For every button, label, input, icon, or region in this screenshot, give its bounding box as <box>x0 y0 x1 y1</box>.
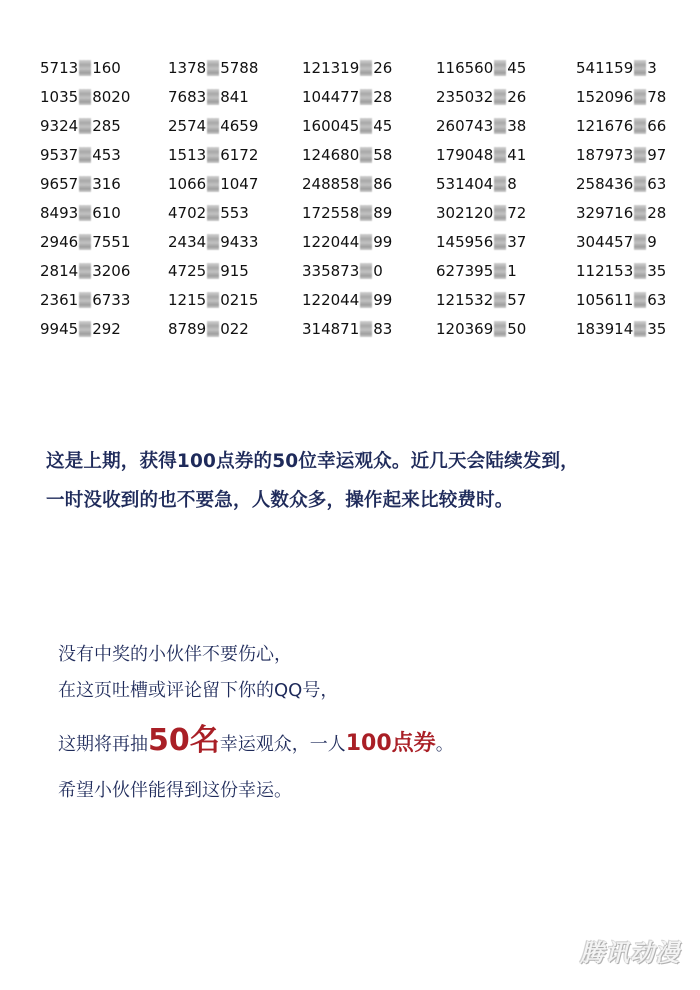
id-suffix: 7551 <box>92 233 131 251</box>
winner-entry <box>302 203 392 232</box>
id-suffix: 86 <box>373 175 393 193</box>
id-prefix: 104477 <box>302 88 360 106</box>
id-prefix: 5713 <box>40 59 79 77</box>
invite-line-3-pre: 这期将再抽 <box>58 734 148 755</box>
masked-digits <box>634 89 646 105</box>
winner-entry <box>576 203 666 232</box>
id-suffix: 58 <box>373 146 393 164</box>
winner-entry <box>302 290 392 319</box>
invite-line-3 <box>58 716 454 766</box>
id-prefix: 531404 <box>436 175 494 193</box>
masked-digits <box>634 205 646 221</box>
masked-digits <box>360 118 372 134</box>
masked-digits <box>207 89 219 105</box>
winner-entry <box>436 58 526 87</box>
id-suffix: 8020 <box>92 88 131 106</box>
masked-digits <box>360 89 372 105</box>
id-prefix: 187973 <box>576 146 634 164</box>
id-prefix: 112153 <box>576 262 634 280</box>
id-prefix: 2814 <box>40 262 79 280</box>
id-prefix: 172558 <box>302 204 360 222</box>
id-suffix: 37 <box>507 233 527 251</box>
winner-entry <box>436 261 526 290</box>
id-suffix: 3206 <box>92 262 131 280</box>
masked-digits <box>207 263 219 279</box>
id-prefix: 105611 <box>576 291 634 309</box>
id-prefix: 304457 <box>576 233 634 251</box>
id-prefix: 2361 <box>40 291 79 309</box>
id-suffix: 6172 <box>220 146 259 164</box>
id-suffix: 26 <box>507 88 527 106</box>
invite-line-2: 在这页吐槽或评论留下你的QQ号， <box>58 680 339 701</box>
invite-line-4: 希望小伙伴能得到这份幸运。 <box>58 780 292 801</box>
masked-digits <box>207 147 219 163</box>
winner-column <box>40 58 130 348</box>
masked-digits <box>207 321 219 337</box>
id-prefix: 9657 <box>40 175 79 193</box>
id-suffix: 9 <box>647 233 657 251</box>
winner-entry <box>436 145 526 174</box>
id-prefix: 122044 <box>302 233 360 251</box>
winner-entry <box>576 58 666 87</box>
masked-digits <box>360 205 372 221</box>
masked-digits <box>494 118 506 134</box>
winner-entry <box>576 116 666 145</box>
id-prefix: 302120 <box>436 204 494 222</box>
id-prefix: 1378 <box>168 59 207 77</box>
id-suffix: 3 <box>647 59 657 77</box>
masked-digits <box>494 234 506 250</box>
id-suffix: 45 <box>507 59 527 77</box>
masked-digits <box>494 89 506 105</box>
id-prefix: 124680 <box>302 146 360 164</box>
winner-entry <box>168 290 258 319</box>
masked-digits <box>634 292 646 308</box>
masked-digits <box>79 176 91 192</box>
masked-digits <box>494 292 506 308</box>
winner-entry <box>40 58 130 87</box>
masked-digits <box>634 118 646 134</box>
id-prefix: 160045 <box>302 117 360 135</box>
masked-digits <box>634 263 646 279</box>
winner-entry <box>168 58 258 87</box>
winner-entry <box>40 174 130 203</box>
invite-line-1: 没有中奖的小伙伴不要伤心， <box>58 644 292 665</box>
masked-digits <box>494 263 506 279</box>
id-prefix: 9945 <box>40 320 79 338</box>
id-suffix: 8 <box>507 175 517 193</box>
id-suffix: 99 <box>373 233 393 251</box>
id-prefix: 4725 <box>168 262 207 280</box>
winner-entry <box>168 261 258 290</box>
winner-entry <box>168 203 258 232</box>
masked-digits <box>360 263 372 279</box>
winner-entry <box>576 232 666 261</box>
masked-digits <box>360 147 372 163</box>
masked-digits <box>207 118 219 134</box>
masked-digits <box>360 292 372 308</box>
id-prefix: 8493 <box>40 204 79 222</box>
id-suffix: 97 <box>647 146 667 164</box>
masked-digits <box>79 263 91 279</box>
id-suffix: 9433 <box>220 233 259 251</box>
masked-digits <box>79 234 91 250</box>
id-prefix: 2946 <box>40 233 79 251</box>
notice-line-1: 这是上期，获得100点券的50位幸运观众。近几天会陆续发到， <box>46 451 579 472</box>
id-prefix: 1066 <box>168 175 207 193</box>
winner-entry <box>302 319 392 348</box>
id-suffix: 285 <box>92 117 121 135</box>
id-prefix: 9324 <box>40 117 79 135</box>
id-suffix: 35 <box>647 262 667 280</box>
winner-entry <box>302 232 392 261</box>
id-suffix: 292 <box>92 320 121 338</box>
winner-entry <box>40 87 130 116</box>
winner-entry <box>436 116 526 145</box>
masked-digits <box>207 205 219 221</box>
winner-entry <box>436 290 526 319</box>
id-prefix: 120369 <box>436 320 494 338</box>
masked-digits <box>494 60 506 76</box>
winner-entry <box>436 319 526 348</box>
winner-count-highlight: 50名 <box>148 723 220 758</box>
winner-entry <box>168 319 258 348</box>
id-suffix: 66 <box>647 117 667 135</box>
id-suffix: 72 <box>507 204 527 222</box>
winner-entry <box>302 58 392 87</box>
masked-digits <box>79 205 91 221</box>
id-suffix: 0 <box>373 262 383 280</box>
id-prefix: 7683 <box>168 88 207 106</box>
winner-entry <box>302 145 392 174</box>
id-suffix: 83 <box>373 320 393 338</box>
invite-line-3-mid: 幸运观众，一人 <box>219 734 346 755</box>
masked-digits <box>494 321 506 337</box>
id-prefix: 627395 <box>436 262 494 280</box>
id-prefix: 1513 <box>168 146 207 164</box>
id-suffix: 57 <box>507 291 527 309</box>
id-prefix: 122044 <box>302 291 360 309</box>
id-prefix: 9537 <box>40 146 79 164</box>
winner-column <box>576 58 666 348</box>
masked-digits <box>79 118 91 134</box>
id-prefix: 2574 <box>168 117 207 135</box>
id-prefix: 183914 <box>576 320 634 338</box>
winner-entry <box>576 319 666 348</box>
id-suffix: 78 <box>647 88 667 106</box>
id-prefix: 335873 <box>302 262 360 280</box>
masked-digits <box>79 89 91 105</box>
notice-line-2: 一时没收到的也不要急，人数众多，操作起来比较费时。 <box>46 490 514 511</box>
id-suffix: 453 <box>92 146 121 164</box>
masked-digits <box>79 60 91 76</box>
winner-entry <box>168 232 258 261</box>
id-prefix: 329716 <box>576 204 634 222</box>
id-prefix: 145956 <box>436 233 494 251</box>
id-suffix: 99 <box>373 291 393 309</box>
id-suffix: 28 <box>373 88 393 106</box>
id-suffix: 63 <box>647 175 667 193</box>
reward-highlight: 100点券 <box>345 731 436 756</box>
winner-entry <box>302 261 392 290</box>
winner-entry <box>168 87 258 116</box>
masked-digits <box>207 60 219 76</box>
winner-entry <box>40 203 130 232</box>
masked-digits <box>634 234 646 250</box>
id-prefix: 4702 <box>168 204 207 222</box>
masked-digits <box>79 147 91 163</box>
id-suffix: 915 <box>220 262 249 280</box>
id-suffix: 160 <box>92 59 121 77</box>
id-suffix: 35 <box>647 320 667 338</box>
winner-entry <box>576 290 666 319</box>
id-suffix: 0215 <box>220 291 259 309</box>
winner-column <box>168 58 258 348</box>
winner-entry <box>168 174 258 203</box>
masked-digits <box>360 176 372 192</box>
winner-entry <box>40 145 130 174</box>
winner-entry <box>40 319 130 348</box>
id-suffix: 28 <box>647 204 667 222</box>
masked-digits <box>634 147 646 163</box>
id-suffix: 26 <box>373 59 393 77</box>
id-prefix: 121676 <box>576 117 634 135</box>
winner-entry <box>40 232 130 261</box>
id-prefix: 8789 <box>168 320 207 338</box>
id-prefix: 235032 <box>436 88 494 106</box>
masked-digits <box>494 147 506 163</box>
winner-entry <box>40 261 130 290</box>
winner-entry <box>436 232 526 261</box>
masked-digits <box>634 321 646 337</box>
invite-line-3-end: 。 <box>435 734 454 755</box>
tencent-comic-watermark-logo: 腾讯动漫 <box>580 939 680 967</box>
id-suffix: 89 <box>373 204 393 222</box>
id-suffix: 4659 <box>220 117 259 135</box>
masked-digits <box>634 60 646 76</box>
id-suffix: 553 <box>220 204 249 222</box>
winner-entry <box>576 174 666 203</box>
id-suffix: 1047 <box>220 175 259 193</box>
id-prefix: 314871 <box>302 320 360 338</box>
winner-entry <box>576 87 666 116</box>
id-prefix: 1035 <box>40 88 79 106</box>
masked-digits <box>360 60 372 76</box>
masked-digits <box>207 292 219 308</box>
winner-entry <box>302 87 392 116</box>
masked-digits <box>207 234 219 250</box>
masked-digits <box>360 321 372 337</box>
winner-column <box>302 58 392 348</box>
winner-entry <box>436 174 526 203</box>
lottery-invitation <box>58 640 454 806</box>
id-suffix: 6733 <box>92 291 131 309</box>
winner-entry <box>168 116 258 145</box>
masked-digits <box>207 176 219 192</box>
id-suffix: 45 <box>373 117 393 135</box>
winner-column <box>436 58 526 348</box>
id-prefix: 2434 <box>168 233 207 251</box>
id-suffix: 022 <box>220 320 249 338</box>
masked-digits <box>634 176 646 192</box>
winner-entry <box>302 174 392 203</box>
id-suffix: 41 <box>507 146 527 164</box>
id-prefix: 1215 <box>168 291 207 309</box>
winner-entry <box>576 261 666 290</box>
masked-digits <box>360 234 372 250</box>
winner-entry <box>576 145 666 174</box>
id-suffix: 316 <box>92 175 121 193</box>
winner-entry <box>168 145 258 174</box>
id-suffix: 841 <box>220 88 249 106</box>
id-prefix: 179048 <box>436 146 494 164</box>
id-suffix: 610 <box>92 204 121 222</box>
masked-digits <box>79 292 91 308</box>
winner-entry <box>302 116 392 145</box>
winner-entry <box>40 290 130 319</box>
id-prefix: 248858 <box>302 175 360 193</box>
winner-entry <box>436 203 526 232</box>
id-prefix: 152096 <box>576 88 634 106</box>
id-prefix: 116560 <box>436 59 494 77</box>
id-suffix: 63 <box>647 291 667 309</box>
id-prefix: 541159 <box>576 59 634 77</box>
id-suffix: 50 <box>507 320 527 338</box>
winner-entry <box>436 87 526 116</box>
id-prefix: 258436 <box>576 175 634 193</box>
winner-notice <box>46 442 579 520</box>
masked-digits <box>79 321 91 337</box>
masked-digits <box>494 205 506 221</box>
id-prefix: 121319 <box>302 59 360 77</box>
id-suffix: 5788 <box>220 59 259 77</box>
masked-digits <box>494 176 506 192</box>
id-prefix: 260743 <box>436 117 494 135</box>
id-suffix: 38 <box>507 117 527 135</box>
id-prefix: 121532 <box>436 291 494 309</box>
winner-entry <box>40 116 130 145</box>
id-suffix: 1 <box>507 262 517 280</box>
